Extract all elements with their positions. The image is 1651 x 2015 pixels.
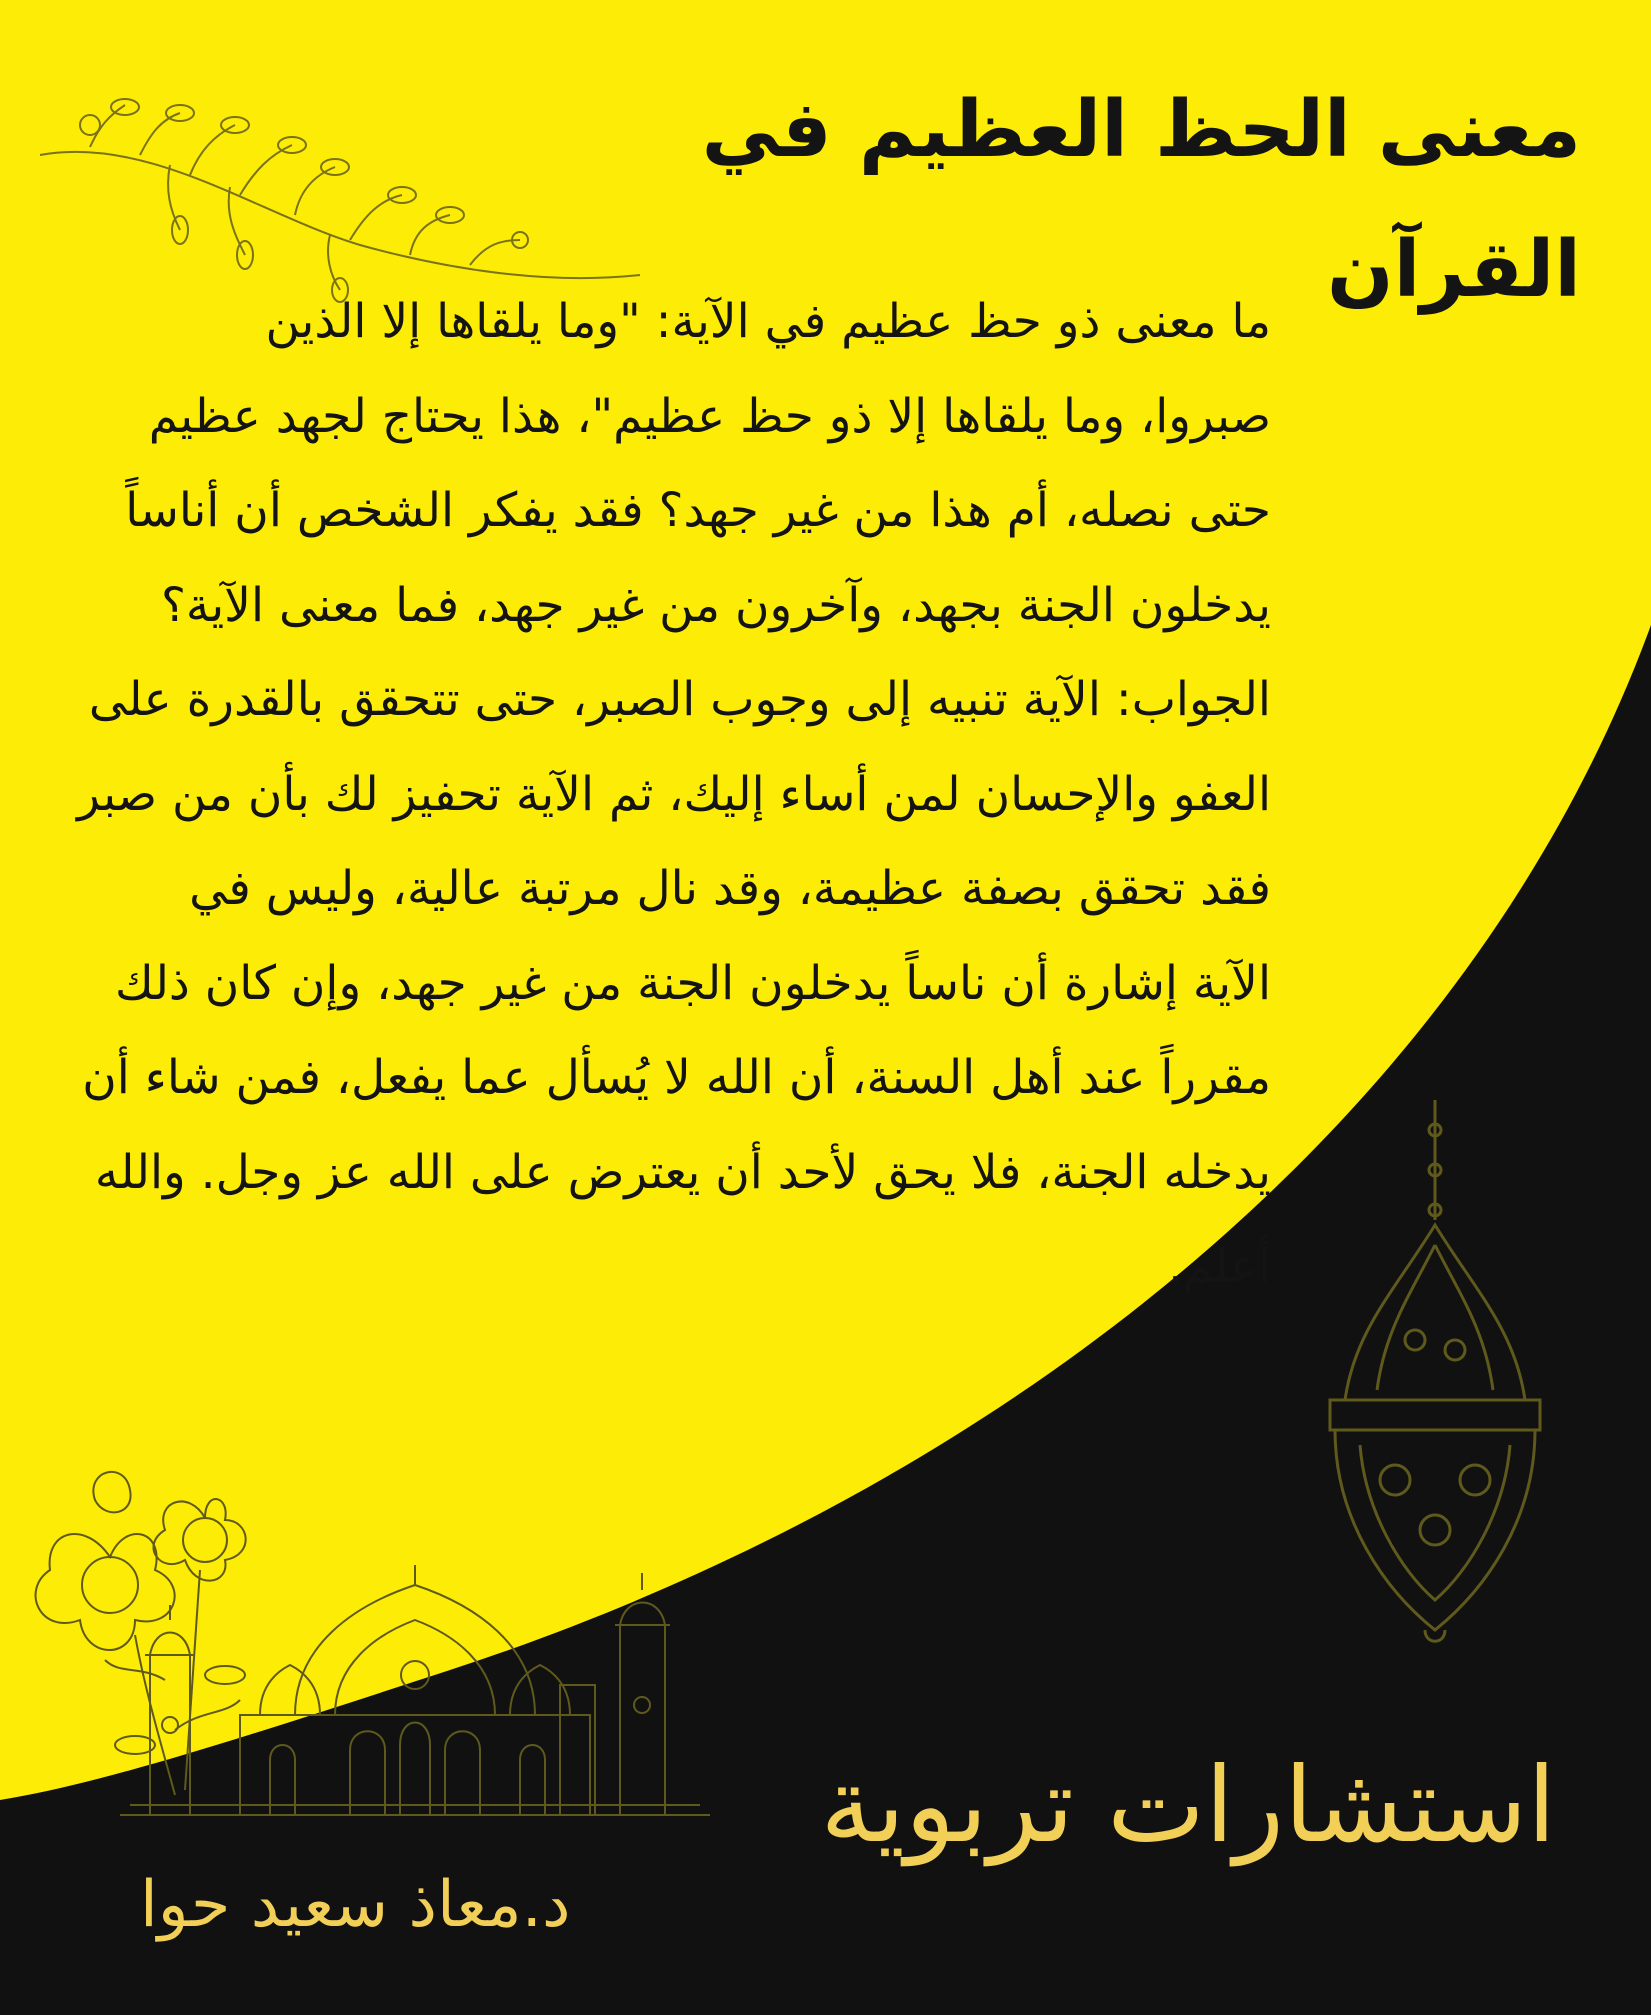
hanging-lantern-icon bbox=[1315, 1100, 1555, 1660]
series-name: استشارات تربوية bbox=[820, 1744, 1556, 1866]
article-line: فقد تحقق بصفة عظيمة، وقد نال مرتبة عالية، وليس في bbox=[189, 861, 1271, 916]
article-line: أعلم. bbox=[1168, 1239, 1271, 1294]
article-line: حتى نصله، أم هذا من غير جهد؟ فقد يفكر الشخص أن أناساً bbox=[125, 483, 1271, 538]
mosque-silhouette-icon bbox=[120, 1565, 710, 1825]
article-line: العفو والإحسان لمن أساء إليك، ثم الآية تحفيز لك بأن من صبر bbox=[77, 766, 1271, 822]
article-line: ما معنى ذو حظ عظيم في الآية: "وما يلقاها إلا الذين bbox=[265, 294, 1271, 349]
article-line: مقرراً عند أهل السنة، أن الله لا يُسأل عما يفعل، فمن شاء أن bbox=[82, 1050, 1271, 1105]
floral-branch-icon bbox=[30, 95, 650, 305]
article-line: الجواب: الآية تنبيه إلى وجوب الصبر، حتى تتحقق بالقدرة على bbox=[88, 672, 1271, 727]
article-line: يدخله الجنة، فلا يحق لأحد أن يعترض على الله عز وجل. والله bbox=[94, 1144, 1271, 1200]
article-body bbox=[31, 275, 1271, 1315]
article-line: يدخلون الجنة بجهد، وآخرون من غير جهد، فما معنى الآية؟ bbox=[160, 577, 1271, 633]
article-line: صبروا، وما يلقاها إلا ذو حظ عظيم"، هذا يحتاج لجهد عظيم bbox=[148, 388, 1271, 444]
title-line-1: معنى الحظ العظيم في bbox=[701, 85, 1581, 175]
title-line-2: القرآن bbox=[1327, 225, 1581, 315]
article-line: الآية إشارة أن ناساً يدخلون الجنة من غير جهد، وإن كان ذلك bbox=[114, 955, 1271, 1011]
author-name: د.معاذ سعيد حوا bbox=[140, 1868, 571, 1942]
